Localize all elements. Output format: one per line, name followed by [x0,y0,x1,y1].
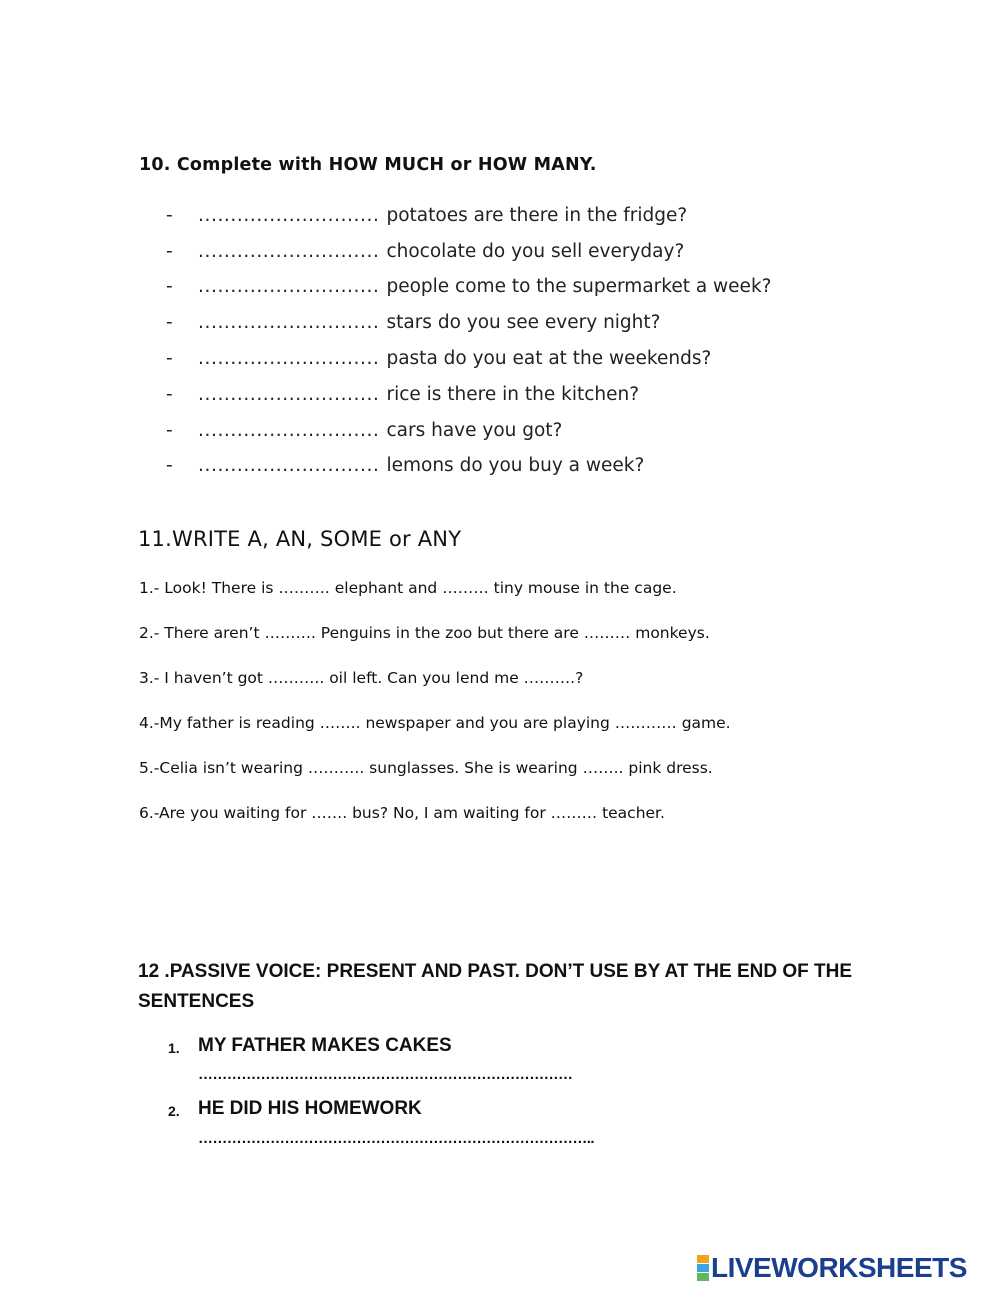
dash-bullet: - [166,276,173,298]
question-text: lemons do you buy a week? [386,455,645,477]
answer-blank[interactable]: ............................ [198,312,380,334]
answer-blank[interactable]: ............................ [198,383,380,405]
logo-block [697,1264,709,1272]
question-text: stars do you see every night? [386,312,661,334]
list-item [166,341,771,377]
passive-sentence: HE DID HIS HOMEWORK [198,1098,422,1119]
dash-bullet: - [166,204,173,226]
question-text: cars have you got? [386,419,563,441]
logo-block [697,1273,709,1281]
answer-blank[interactable]: ............................ [198,240,380,262]
dash-bullet: - [166,455,173,477]
logo-block [697,1255,709,1263]
answer-blank[interactable]: ............................ [198,348,380,370]
answer-line[interactable]: …………………………………………………………………… [198,1066,573,1083]
question-text: rice is there in the kitchen? [386,383,640,405]
list-item [166,449,771,485]
question-text: pasta do you eat at the weekends? [386,348,712,370]
question-text: people come to the supermarket a week? [386,276,772,298]
answer-blank[interactable]: ............................ [198,204,380,226]
passive-sentence: MY FATHER MAKES CAKES [198,1035,452,1056]
item-number: 2. [168,1103,180,1119]
dash-bullet: - [166,383,173,405]
section-10-list [166,198,771,484]
exercise-sentence: 2.- There aren’t ………. Penguins in the zoo but there are ……… monkeys. [139,624,710,642]
section-11-title: 11.WRITE A, AN, SOME or ANY [138,527,462,551]
list-item [166,377,771,413]
exercise-sentence: 5.-Celia isn’t wearing ……….. sunglasses. She is wearing …….. pink dress. [139,759,713,777]
liveworksheets-logo [697,1254,967,1282]
answer-blank[interactable]: ............................ [198,276,380,298]
list-item [166,413,771,449]
section-10-title: 10. Complete with HOW MUCH or HOW MANY. [139,155,597,175]
exercise-sentence: 6.-Are you waiting for ……. bus? No, I am waiting for ……… teacher. [139,804,665,822]
item-number: 1. [168,1040,180,1056]
list-item [166,305,771,341]
answer-line[interactable]: ……………………………………………………………………….. [198,1130,594,1147]
answer-blank[interactable]: ............................ [198,455,380,477]
dash-bullet: - [166,240,173,262]
exercise-sentence: 1.- Look! There is ………. elephant and ……… tiny mouse in the cage. [139,579,677,597]
section-12-title: 12 .PASSIVE VOICE: PRESENT AND PAST. DON’T USE BY AT THE END OF THE SENTENCES [138,961,853,1012]
dash-bullet: - [166,348,173,370]
question-text: chocolate do you sell everyday? [386,240,685,262]
dash-bullet: - [166,419,173,441]
exercise-sentence: 4.-My father is reading …….. newspaper and you are playing ………… game. [139,714,731,732]
list-item [166,198,771,234]
logo-text: LIVEWORKSHEETS [711,1252,967,1283]
list-item [166,270,771,306]
question-text: potatoes are there in the fridge? [386,204,688,226]
answer-blank[interactable]: ............................ [198,419,380,441]
dash-bullet: - [166,312,173,334]
logo-blocks-icon [697,1255,709,1281]
exercise-sentence: 3.- I haven’t got ……….. oil left. Can you lend me ……….? [139,669,584,687]
list-item [166,234,771,270]
